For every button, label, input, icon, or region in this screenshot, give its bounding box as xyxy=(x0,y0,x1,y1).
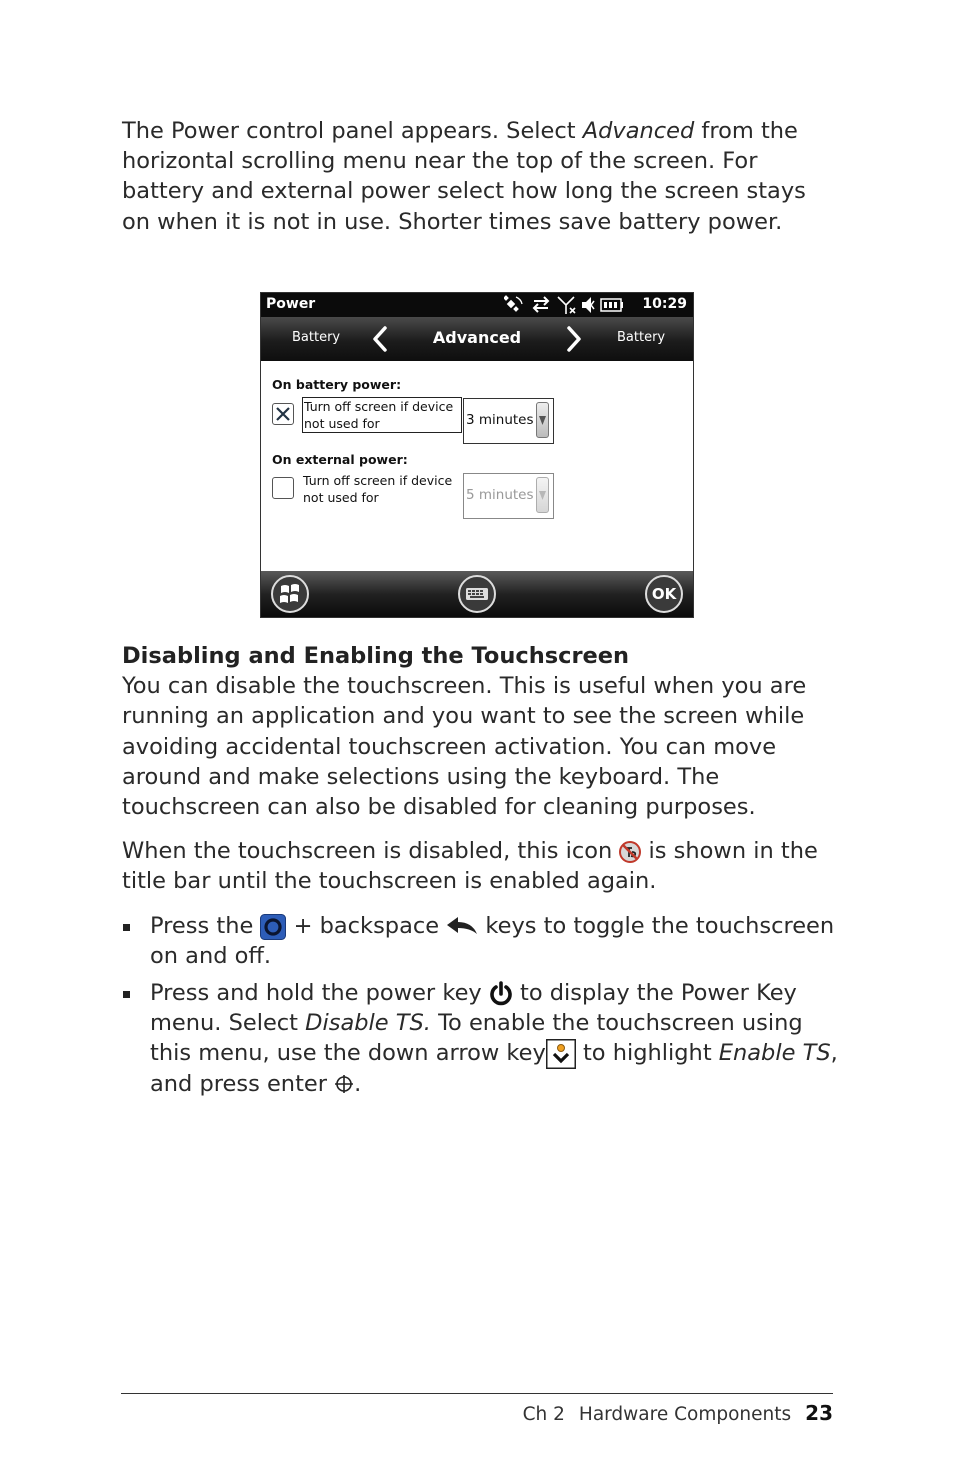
dropdown-arrow-icon[interactable] xyxy=(536,477,549,513)
intro-paragraph xyxy=(122,116,834,237)
checkbox-x-mark-icon xyxy=(273,404,293,424)
page-footer xyxy=(523,1401,833,1425)
external-timeout-dropdown[interactable] xyxy=(463,473,554,519)
power-control-panel-screenshot xyxy=(260,292,694,618)
down-arrow-key-icon xyxy=(546,1039,576,1069)
tab-advanced[interactable]: Advanced xyxy=(432,328,522,347)
battery-timeout-value: 3 minutes xyxy=(466,412,534,428)
battery-icon xyxy=(601,299,623,311)
b2-italic-disable-ts: Disable TS. xyxy=(305,1010,431,1037)
b1-text-1: Press the xyxy=(150,913,261,939)
bullet-marker xyxy=(123,924,130,931)
battery-section-label: On battery power: xyxy=(272,377,402,392)
b2-text-3: To enable the touchscreen using this menu, use the down arrow key xyxy=(150,1010,803,1067)
footer-chapter: Ch 2 xyxy=(522,1404,565,1425)
speaker-muted-icon xyxy=(582,297,594,313)
b1-text-3: keys to toggle the touchscreen on and off. xyxy=(150,913,835,970)
backspace-key-icon xyxy=(446,916,478,938)
touchscreen-disabled-icon xyxy=(619,841,641,863)
dropdown-arrow-icon[interactable] xyxy=(536,402,549,438)
section-heading: Disabling and Enabling the Touchscreen xyxy=(122,643,630,669)
window-title: Power xyxy=(266,296,316,312)
b2-text-5: , and press enter xyxy=(150,1040,838,1097)
b2-text-1: Press and hold the power key xyxy=(150,980,489,1006)
footer-section-title: Hardware Components xyxy=(578,1404,792,1425)
clock-time: 10:29 xyxy=(642,296,687,312)
sync-arrows-icon xyxy=(534,297,548,312)
tab-scroll-menu xyxy=(261,317,693,361)
battery-checkbox-label[interactable] xyxy=(302,397,462,433)
b2-text-4: to highlight xyxy=(575,1040,719,1067)
b2-italic-enable-ts: Enable TS xyxy=(718,1040,831,1067)
no-signal-icon xyxy=(558,297,575,314)
touchscreen-section xyxy=(122,641,834,822)
soft-key-bar xyxy=(261,571,693,617)
battery-checkbox[interactable] xyxy=(272,403,294,425)
bullet-power-key xyxy=(150,978,840,1099)
page-number: 23 xyxy=(805,1401,833,1425)
satellite-icon xyxy=(504,295,522,312)
status-icons xyxy=(504,295,626,315)
footer-divider xyxy=(121,1393,833,1394)
blue-function-key-icon xyxy=(260,914,286,940)
disabled-text-2: is shown in the title bar until the touchscreen is enabled again. xyxy=(122,838,818,895)
b1-text-2: + backspace xyxy=(286,913,447,939)
external-timeout-value: 5 minutes xyxy=(466,487,534,503)
bullet-toggle-touchscreen xyxy=(150,911,840,971)
intro-text-1: The Power control panel appears. Select xyxy=(122,118,583,144)
ok-button[interactable] xyxy=(644,574,684,614)
disabled-text-1: When the touchscreen is disabled, this icon xyxy=(122,838,620,864)
tab-battery-left[interactable]: Battery xyxy=(292,330,341,345)
tab-battery-right[interactable]: Battery xyxy=(617,330,666,345)
intro-text-2: from the horizontal scrolling menu near the top of the screen. For battery and external power select how long the screen stays on when it is not in use. Shorter times save battery power. xyxy=(122,118,806,235)
external-label-line1: Turn off screen if device xyxy=(303,473,453,488)
windows-start-icon[interactable] xyxy=(270,574,310,614)
section-body: You can disable the touchscreen. This is useful when you are running an application and you want to see the screen while avoiding accidental touchscreen activation. You can move around and make selections using the keyboard. The touchscreen can also be disabled for cleaning purposes. xyxy=(122,673,807,821)
intro-italic-advanced: Advanced xyxy=(582,118,695,144)
settings-content xyxy=(261,361,693,572)
ok-label: OK xyxy=(651,585,677,603)
battery-timeout-dropdown[interactable] xyxy=(463,398,554,444)
external-label-line2: not used for xyxy=(303,490,379,505)
bullet-marker xyxy=(123,991,130,998)
enter-key-icon xyxy=(334,1074,354,1094)
battery-label-line2: not used for xyxy=(304,416,380,431)
b2-text-2: to display the Power Key menu. Select xyxy=(150,980,797,1037)
keyboard-icon[interactable] xyxy=(457,574,497,614)
b2-text-6: . xyxy=(354,1070,362,1097)
battery-label-line1: Turn off screen if device xyxy=(304,399,454,414)
status-bar xyxy=(261,293,693,317)
chevron-right-icon[interactable] xyxy=(566,325,582,353)
external-section-label: On external power: xyxy=(272,452,408,467)
external-checkbox-label[interactable] xyxy=(302,472,462,506)
power-key-icon xyxy=(489,981,513,1007)
disabled-icon-paragraph xyxy=(122,836,834,896)
external-checkbox[interactable] xyxy=(272,477,294,499)
